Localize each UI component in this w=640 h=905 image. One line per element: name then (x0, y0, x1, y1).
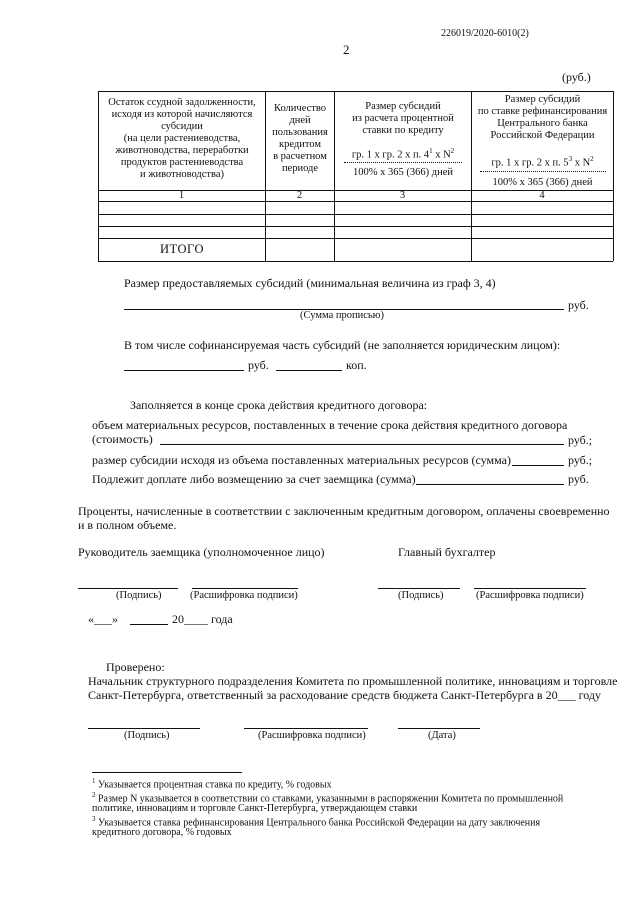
header-col-4: Размер субсидий по ставке рефинансирования Центрального банка Российской Федерации (477, 94, 608, 141)
checker-date-field[interactable] (398, 728, 480, 729)
column-number-1: 1 (178, 190, 185, 201)
date-month-field[interactable] (130, 624, 168, 625)
additional-payment-label: Подлежит доплате либо возмещению за счет заемщика (сумма) (92, 472, 416, 486)
checker-title-cont: Санкт-Петербурга, ответственный за расходование средств бюджета Санкт-Петербурга в 20___ году (88, 688, 601, 702)
formula-col-3-denominator: 100% х 365 (366) дней (353, 167, 453, 178)
header-col-3: Размер субсидий из расчета процентной ставки по кредиту (352, 101, 454, 136)
checker-decoding-caption: (Расшифровка подписи) (258, 730, 366, 741)
subsidy-by-materials-rub: руб.; (568, 453, 593, 467)
subsidy-by-materials-label: размер субсидии исходя из объема поставленных материальных ресурсов (сумма) (92, 453, 511, 467)
materials-value-field[interactable] (160, 444, 564, 445)
cofinanced-rub-field[interactable] (124, 370, 244, 371)
checked-label: Проверено: (106, 660, 165, 674)
interest-statement: Проценты, начисленные в соответствии с заключенным кредитным договором, оплачены своевременно (78, 504, 610, 518)
accountant-signature-caption: (Подпись) (398, 590, 444, 601)
checker-signature-caption: (Подпись) (124, 730, 170, 741)
checker-date-caption: (Дата) (428, 730, 456, 741)
chief-accountant-label: Главный бухгалтер (398, 545, 496, 559)
footnote-separator (92, 772, 242, 773)
column-number-4: 4 (539, 190, 545, 201)
footnote-1: $^1$ Указывается процентная ставка по кредиту, % годовых (92, 777, 332, 791)
document-number: 226019/2020-6010(2) (441, 28, 529, 39)
materials-label: объем материальных ресурсов, поставленных в течение срока действия кредитного договора (92, 418, 568, 432)
date-year: 20____ года (172, 612, 233, 626)
checker-signature-field[interactable] (88, 728, 200, 729)
fraction-line-4 (480, 171, 606, 172)
cofinanced-label: В том числе софинансируемая часть субсидий (не заполняется юридическим лицом): (124, 338, 561, 352)
head-of-borrower-label: Руководитель заемщика (уполномоченное лицо) (78, 545, 325, 559)
formula-col-4-denominator: 100% х 365 (366) дней (492, 177, 593, 188)
formula-col-3-numerator: гр. 1 х гр. 2 х п. $4^1$ х $N^2$ (351, 147, 455, 161)
borrower-signature-caption: (Подпись) (116, 590, 162, 601)
subsidy-size-label: Размер предоставляемых субсидий (минимальная величина из граф 3, 4) (124, 276, 496, 290)
footnote-2-cont: политике, инновациям и торговле Санкт-Петербурга, утверждающем ставки (92, 803, 418, 814)
end-of-term-title: Заполняется в конце срока действия кредитного договора: (130, 398, 428, 412)
borrower-signature-field[interactable] (78, 588, 178, 589)
currency-unit: (руб.) (562, 70, 591, 84)
subsidy-table (98, 91, 613, 261)
footnote-2: $^2$ Размер N указывается в соответствии со ставками, указанными в распоряжении Комитета по промышленной (92, 791, 564, 805)
additional-payment-field[interactable] (416, 484, 564, 485)
accountant-signature-field[interactable] (378, 588, 460, 589)
header-col-2: Количество дней пользования кредитом в расчетном периоде (272, 103, 328, 174)
footnote-3: $^3$ Указывается ставка рефинансирования Центрального банка Российской Федерации на дату заключения (92, 815, 541, 829)
borrower-decoding-caption: (Расшифровка подписи) (190, 590, 298, 601)
accountant-decoding-field[interactable] (474, 588, 586, 589)
materials-rub: руб.; (568, 433, 593, 447)
total-label: ИТОГО (160, 242, 204, 256)
date-day-field[interactable]: «___» (88, 612, 118, 626)
subsidy-by-materials-field[interactable] (512, 465, 564, 466)
footnote-3-cont: кредитного договора, % годовых (92, 827, 232, 838)
column-number-3: 3 (399, 190, 406, 201)
cofinanced-rub-unit: руб. (248, 358, 269, 372)
interest-statement-cont: и в полном объеме. (78, 518, 177, 532)
header-col-1: Остаток ссудной задолженности, исходя из которой начисляются субсидии (на цели растениеводства, животноводства, переработки продуктов растениеводства и животноводства) (108, 97, 256, 180)
column-number-2: 2 (296, 190, 303, 201)
cofinanced-kop-field[interactable] (276, 370, 342, 371)
fraction-line-3 (344, 162, 462, 163)
checker-decoding-field[interactable] (244, 728, 368, 729)
cofinanced-kop-unit: коп. (346, 358, 367, 372)
materials-label-cont: (стоимость) (92, 432, 153, 446)
borrower-decoding-field[interactable] (192, 588, 298, 589)
formula-col-4-numerator: гр. 1 х гр. 2 х п. $5^3$ х $N^2$ (491, 155, 594, 169)
rub-label: руб. (568, 298, 589, 312)
page-number: 2 (343, 42, 350, 57)
checker-title: Начальник структурного подразделения Комитета по промышленной политике, инновациям и торговле (88, 674, 618, 688)
accountant-decoding-caption: (Расшифровка подписи) (476, 590, 584, 601)
additional-payment-rub: руб. (568, 472, 589, 486)
sum-in-words-caption: (Сумма прописью) (300, 310, 384, 321)
